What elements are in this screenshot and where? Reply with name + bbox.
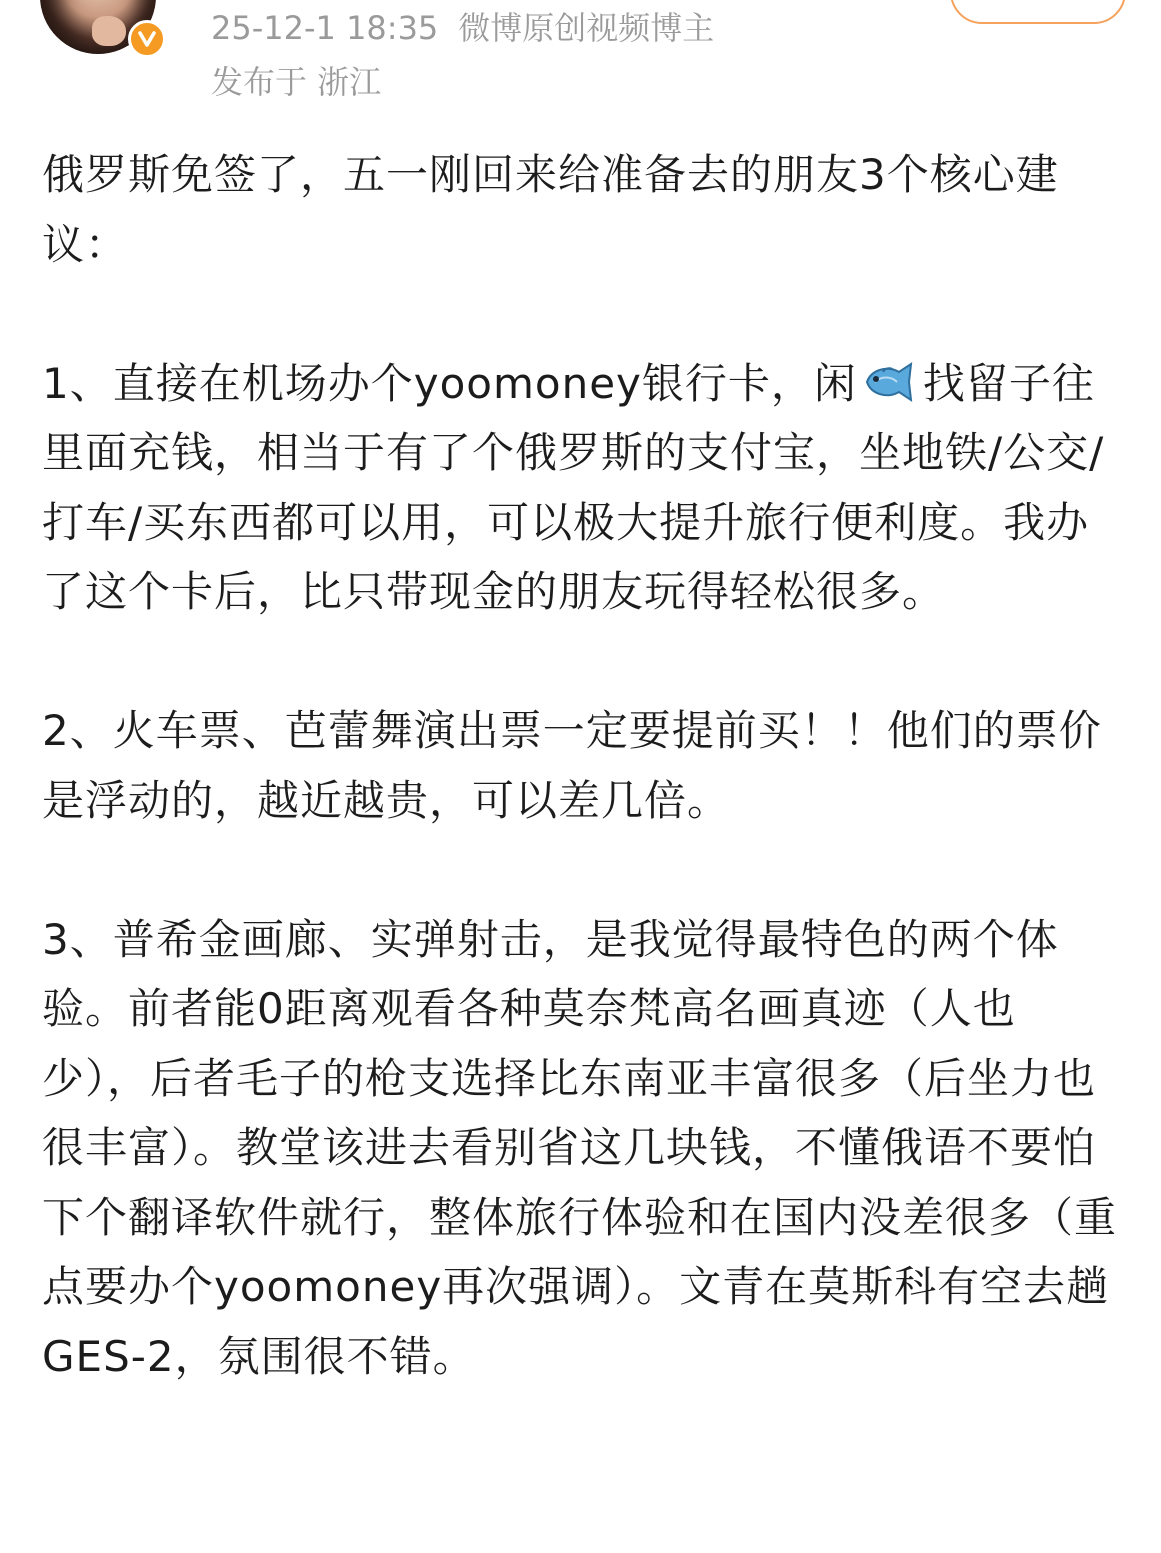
verified-v-icon [136,28,158,50]
post-paragraph-tip2: 2、火车票、芭蕾舞演出票一定要提前买！！他们的票价是浮动的，越近越贵，可以差几倍。 [42,706,1102,825]
tip1-text-after: 找留子往里面充钱，相当于有了个俄罗斯的支付宝，坐地铁/公交/打车/买东西都可以用，可以极大提升旅行便利度。我办了这个卡后，比只带现金的朋友玩得轻松很多。 [42,358,1105,616]
post-location: 发布于 浙江 [211,63,382,101]
fish-icon [861,355,919,399]
tip1-text-before: 1、直接在机场办个yoomoney银行卡，闲 [42,358,857,408]
post-paragraph-tip1 [42,349,1122,627]
post-body [42,140,1122,1391]
post-paragraph-tip3: 3、普希金画廊、实弹射击，是我觉得最特色的两个体验。前者能0距离观看各种莫奈梵高名画真迹（人也少），后者毛子的枪支选择比东南亚丰富很多（后坐力也很丰富）。教堂该进去看别省这几块钱，不懂俄语不要怕下个翻译软件就行，整体旅行体验和在国内没差很多（重点要办个yoomoney再次强调）。文青在莫斯科有空去趟GES-2，氛围很不错。 [42,914,1118,1381]
post-timestamp: 25-12-1 18:35 [211,9,439,47]
post-source[interactable]: 微博原创视频博主 [458,9,715,47]
avatar-hand [92,16,126,46]
verified-badge-icon [128,20,166,58]
post-meta [211,8,714,48]
post-header [0,0,1161,110]
post-paragraph-intro: 俄罗斯免签了，五一刚回来给准备去的朋友3个核心建议： [42,150,1059,269]
follow-button[interactable] [950,0,1126,24]
